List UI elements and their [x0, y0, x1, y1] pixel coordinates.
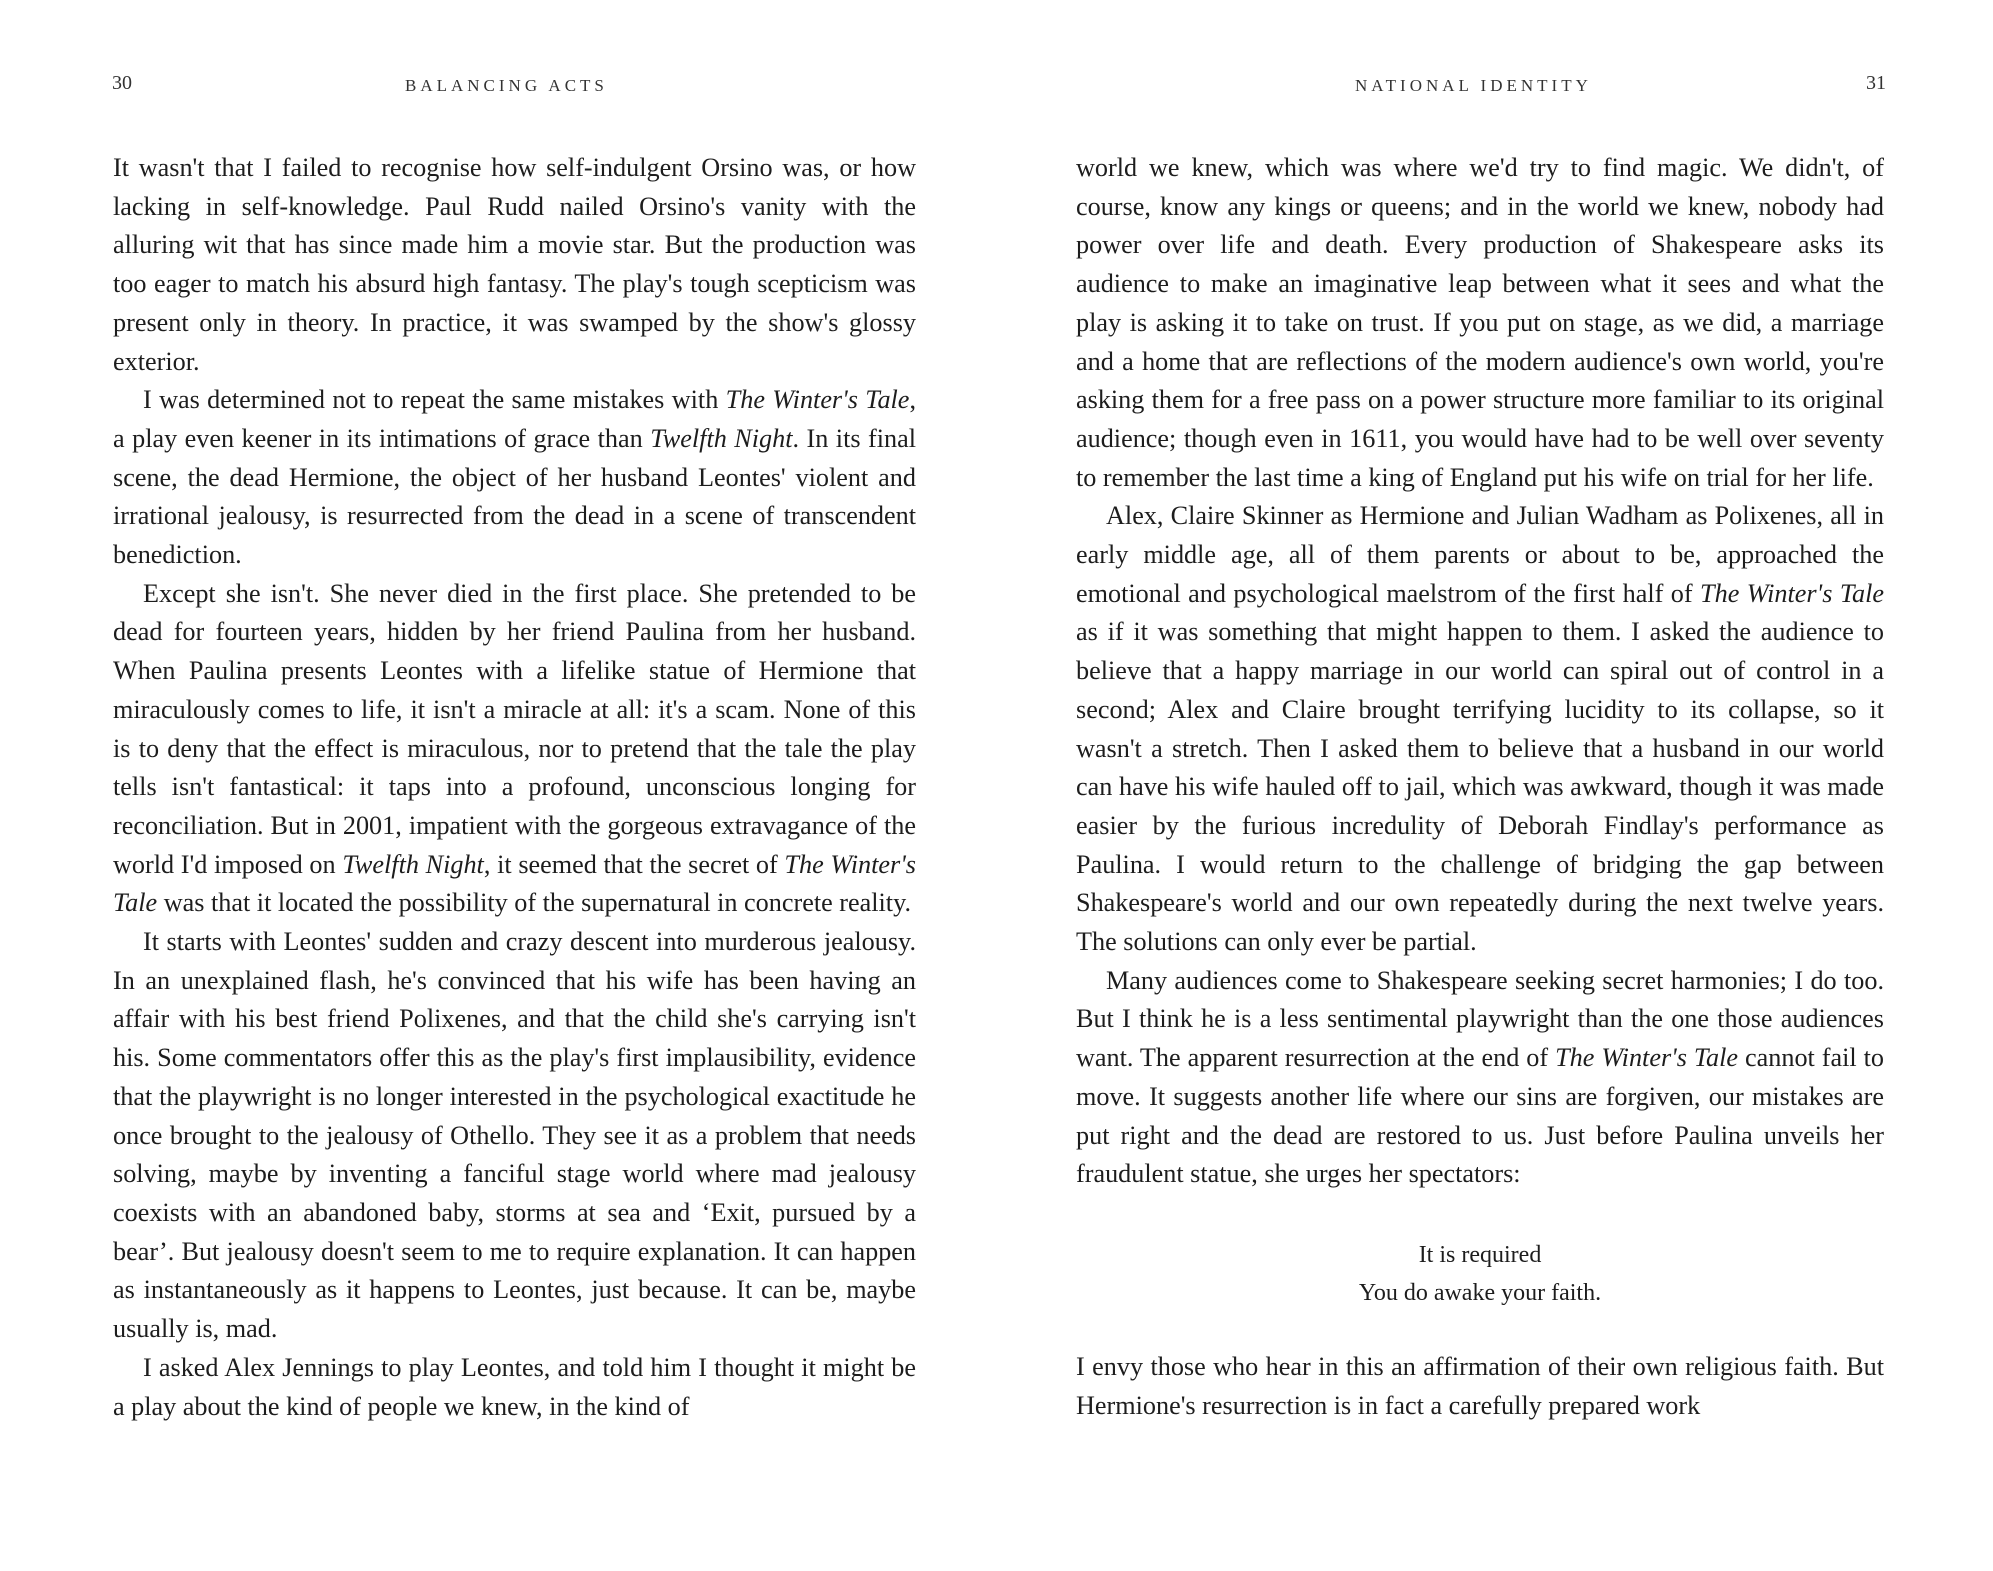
paragraph: Except she isn't. She never died in the first place. She pretended to be dead for fourteen years, hidden by her friend Paulina from her husband. When Paulina presents Leontes with a lifelike statue of Hermione that miraculously comes to life, it isn't a miracle at all: it's a scam. None of this is to deny that the effect is miraculous, nor to pretend that the tale the play tells isn't fantastical: it taps into a profound, unconscious longing for reconciliation. But in 2001, impatient with the gorgeous extravagance of the world I'd imposed on Twelfth Night, it seemed that the secret of The Winter's Tale was that it located the possibility of the supernatural in concrete reality. [113, 578, 916, 918]
page-number: 30 [112, 72, 132, 94]
quote-line: You do awake your faith. [1358, 1279, 1602, 1306]
paragraph: I was determined not to repeat the same mistakes with The Winter's Tale, a play even keener in its intimations of grace than Twelfth Night. In its final scene, the dead Hermione, the object of her husband Leontes' violent and irrational jealousy, is resurrected from the dead in a scene of transcendent benediction. [113, 385, 917, 570]
running-head: BALANCING ACTS [405, 76, 608, 95]
paragraph: Many audiences come to Shakespeare seeking secret harmonies; I do too. But I think he is a less sentimental playwright than the one those audiences want. The apparent resurrection at the end of The Winter's Tale cannot fail to move. It suggests another life where our sins are forgiven, our mistakes are put right and the dead are restored to us. Just before Paulina unveils her fraudulent statue, she urges her spectators: [1076, 965, 1884, 1189]
paragraph: I asked Alex Jennings to play Leontes, and told him I thought it might be a play about the kind of people we knew, in the kind of [113, 1352, 916, 1421]
paragraph: world we knew, which was where we'd try to find magic. We didn't, of course, know any kings or queens; and in the world we knew, nobody had power over life and death. Every production of Shakespeare asks its audience to make an imaginative leap between what it sees and what the play is asking it to take on trust. If you put on stage, as we did, a marriage and a home that are reflections of the modern audience's own world, you're asking them for a free pass on a power structure more familiar to its original audience; though even in 1611, you would have had to be well over seventy to remember the last time a king of England put his wife on trial for her life. [1076, 153, 1884, 492]
paragraph: It wasn't that I failed to recognise how self-indulgent Orsino was, or how lacking in self-knowledge. Paul Rudd nailed Orsino's vanity with the alluring wit that has since made him a movie star. But the production was too eager to match his absurd high fantasy. The play's tough scepticism was present only in theory. In practice, it was swamped by the show's glossy exterior. [113, 153, 916, 376]
body-text [1076, 149, 1884, 1425]
play-title: The Winter's Tale [1555, 1043, 1739, 1073]
play-title: The Winter's Tale [725, 385, 910, 415]
play-title: Twelfth Night [650, 423, 793, 453]
paragraph: It starts with Leontes' sudden and crazy descent into murderous jealousy. In an unexplained flash, he's convinced that his wife has been having an affair with his best friend Polixenes, and that the child she's carrying isn't his. Some commentators offer this as the play's first implausibility, evidence that the playwright is no longer interested in the psychological exactitude he once brought to the jealousy of Othello. They see it as a problem that needs solving, maybe by inventing a fanciful stage world where mad jealousy coexists with an abandoned baby, storms at sea and ‘Exit, pursued by a bear’. But jealousy doesn't seem to me to require explanation. It can happen as instantaneously as it happens to Leontes, just because. It can be, maybe usually is, mad. [113, 927, 916, 1344]
verse-quote [1076, 1236, 1884, 1312]
play-title: Twelfth Night [342, 849, 484, 879]
left-page [0, 0, 990, 1571]
play-title: The Winter's Tale [1700, 578, 1884, 608]
right-page [990, 0, 1993, 1571]
play-title: The Winter's Tale [113, 849, 916, 918]
paragraph: I envy those who hear in this an affirmation of their own religious faith. But Hermione's resurrection is in fact a carefully prepared work [1076, 1351, 1884, 1420]
quote-line: It is required [1418, 1241, 1542, 1268]
page-number: 31 [1866, 72, 1886, 94]
running-head: NATIONAL IDENTITY [1355, 76, 1592, 95]
paragraph: Alex, Claire Skinner as Hermione and Julian Wadham as Polixenes, all in early middle age, all of them parents or about to be, approached the emotional and psychological maelstrom of the first half of The Winter's Tale as if it was something that might happen to them. I asked the audience to believe that a happy marriage in our world can spiral out of control in a second; Alex and Claire brought terrifying lucidity to its collapse, so it wasn't a stretch. Then I asked them to believe that a husband in our world can have his wife hauled off to jail, which was awkward, though it was made easier by the furious incredulity of Deborah Findlay's performance as Paulina. I would return to the challenge of bridging the gap between Shakespeare's world and our own repeatedly during the next twelve years. The solutions can only ever be partial. [1076, 501, 1884, 957]
body-text [113, 149, 916, 1426]
